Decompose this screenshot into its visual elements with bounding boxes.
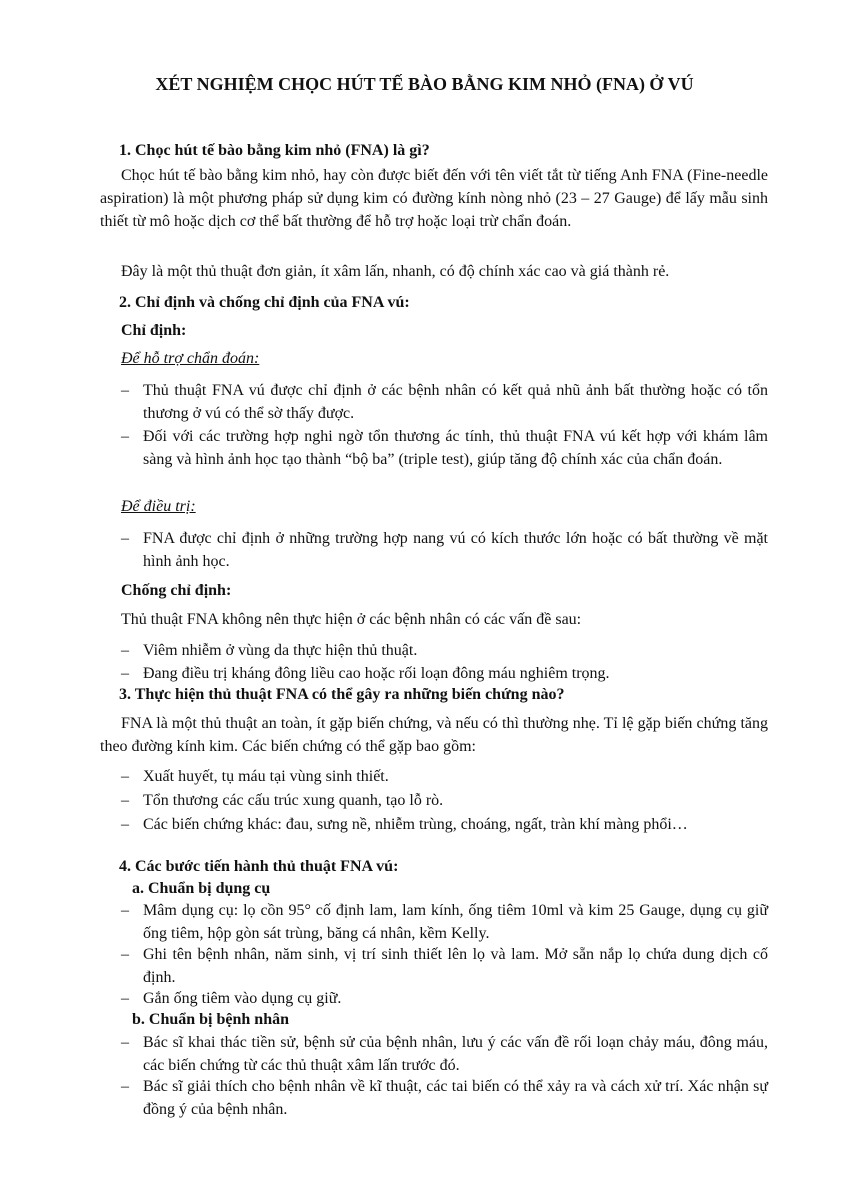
section-1-heading: 1. Chọc hút tế bào bằng kim nhỏ (FNA) là gì? — [119, 142, 430, 159]
list-item-text: Tổn thương các cấu trúc xung quanh, tạo lỗ rò. — [143, 792, 444, 809]
list-item-text: Bác sĩ khai thác tiền sử, bệnh sử của bệnh nhân, lưu ý các vấn đề rối loạn chảy máu, đông máu, các biến chứng từ các thủ thuật xâm lấn trước đó. — [143, 1034, 768, 1074]
list-item-text: Thủ thuật FNA vú được chỉ định ở các bệnh nhân có kết quả nhũ ảnh bất thường hoặc có tổn thương ở vú có thể sờ thấy được. — [143, 382, 768, 422]
dash-bullet: – — [121, 816, 129, 833]
dash-bullet: – — [121, 530, 129, 547]
list-item-text: Bác sĩ giải thích cho bệnh nhân về kĩ thuật, các tai biến có thể xảy ra và cách xử trí. Xác nhận sự đồng ý của bệnh nhân. — [143, 1078, 768, 1118]
list-item-text: Viêm nhiễm ở vùng da thực hiện thủ thuật. — [143, 642, 418, 659]
list-item-text: Mâm dụng cụ: lọ cồn 95° cố định lam, lam kính, ống tiêm 10ml và kim 25 Gauge, dụng cụ giữ ống tiêm, hộp gòn sát trùng, băng cá nhân, kềm Kelly. — [143, 902, 768, 942]
dash-bullet: – — [121, 768, 129, 785]
section-3-paragraph: FNA là một thủ thuật an toàn, ít gặp biến chứng, và nếu có thì thường nhẹ. Tỉ lệ gặp biến chứng tăng theo đường kính kim. Các biến chứng có thể gặp bao gồm: — [100, 715, 768, 755]
section-3-heading: 3. Thực hiện thủ thuật FNA có thể gây ra những biến chứng nào? — [119, 686, 565, 703]
indications-heading: Chỉ định: — [121, 322, 187, 339]
list-item — [121, 662, 768, 685]
subsection-b-heading: b. Chuẩn bị bệnh nhân — [132, 1011, 289, 1028]
list-item-text: Các biến chứng khác: đau, sưng nề, nhiễm trùng, choáng, ngất, tràn khí màng phổi… — [143, 816, 688, 833]
list-item-text: Ghi tên bệnh nhân, năm sinh, vị trí sinh thiết lên lọ và lam. Mở sẵn nắp lọ chứa dung dịch cố định. — [143, 946, 768, 986]
dash-bullet: – — [121, 428, 129, 445]
section-2-heading: 2. Chỉ định và chống chỉ định của FNA vú: — [119, 294, 410, 311]
list-item-text: FNA được chỉ định ở những trường hợp nang vú có kích thước lớn hoặc có bất thường về mặt hình ảnh học. — [143, 530, 768, 570]
list-item — [121, 987, 768, 1010]
list-item-text: Đối với các trường hợp nghi ngờ tổn thương ác tính, thủ thuật FNA vú kết hợp với khám lâm sàng và hình ảnh học tạo thành “bộ ba” (triple test), giúp tăng độ chính xác của chẩn đoán. — [143, 428, 768, 468]
list-item-text: Đang điều trị kháng đông liều cao hoặc rối loạn đông máu nghiêm trọng. — [143, 665, 610, 682]
list-item — [121, 1075, 768, 1121]
dash-bullet: – — [121, 1034, 129, 1051]
document-title: XÉT NGHIỆM CHỌC HÚT TẾ BÀO BẰNG KIM NHỎ (FNA) Ở VÚ — [155, 74, 694, 94]
dash-bullet: – — [121, 665, 129, 682]
subsection-a-heading: a. Chuẩn bị dụng cụ — [132, 880, 271, 897]
list-item — [121, 379, 768, 425]
contraindications-heading: Chống chỉ định: — [121, 582, 232, 599]
section-1-paragraph-2: Đây là một thủ thuật đơn giản, ít xâm lấn, nhanh, có độ chính xác cao và giá thành rẻ. — [121, 263, 670, 280]
dash-bullet: – — [121, 990, 129, 1007]
treatment-subheading: Để điều trị: — [121, 498, 196, 515]
list-item — [121, 527, 768, 573]
list-item — [121, 943, 768, 989]
list-item — [121, 899, 768, 945]
list-item — [121, 813, 768, 836]
dash-bullet: – — [121, 642, 129, 659]
dash-bullet: – — [121, 382, 129, 399]
dash-bullet: – — [121, 902, 129, 919]
dash-bullet: – — [121, 1078, 129, 1095]
dash-bullet: – — [121, 792, 129, 809]
section-4-heading: 4. Các bước tiến hành thủ thuật FNA vú: — [119, 858, 399, 875]
list-item-text: Xuất huyết, tụ máu tại vùng sinh thiết. — [143, 768, 389, 785]
diagnosis-subheading: Để hỗ trợ chẩn đoán: — [121, 350, 260, 367]
list-item — [121, 789, 768, 812]
list-item — [121, 765, 768, 788]
list-item — [121, 639, 768, 662]
dash-bullet: – — [121, 946, 129, 963]
list-item-text: Gắn ống tiêm vào dụng cụ giữ. — [143, 990, 342, 1007]
section-1-paragraph-1: Chọc hút tế bào bằng kim nhỏ, hay còn được biết đến với tên viết tắt từ tiếng Anh FNA (Fine-needle aspiration) là một phương pháp sử dụng kim có đường kính nòng nhỏ (23 – 27 Gauge) để lấy mẫu sinh thiết từ mô hoặc dịch cơ thể bất thường để hỗ trợ hoặc loại trừ chẩn đoán. — [100, 167, 768, 230]
list-item — [121, 1031, 768, 1077]
list-item — [121, 425, 768, 471]
contraindications-intro: Thủ thuật FNA không nên thực hiện ở các bệnh nhân có các vấn đề sau: — [121, 611, 582, 628]
